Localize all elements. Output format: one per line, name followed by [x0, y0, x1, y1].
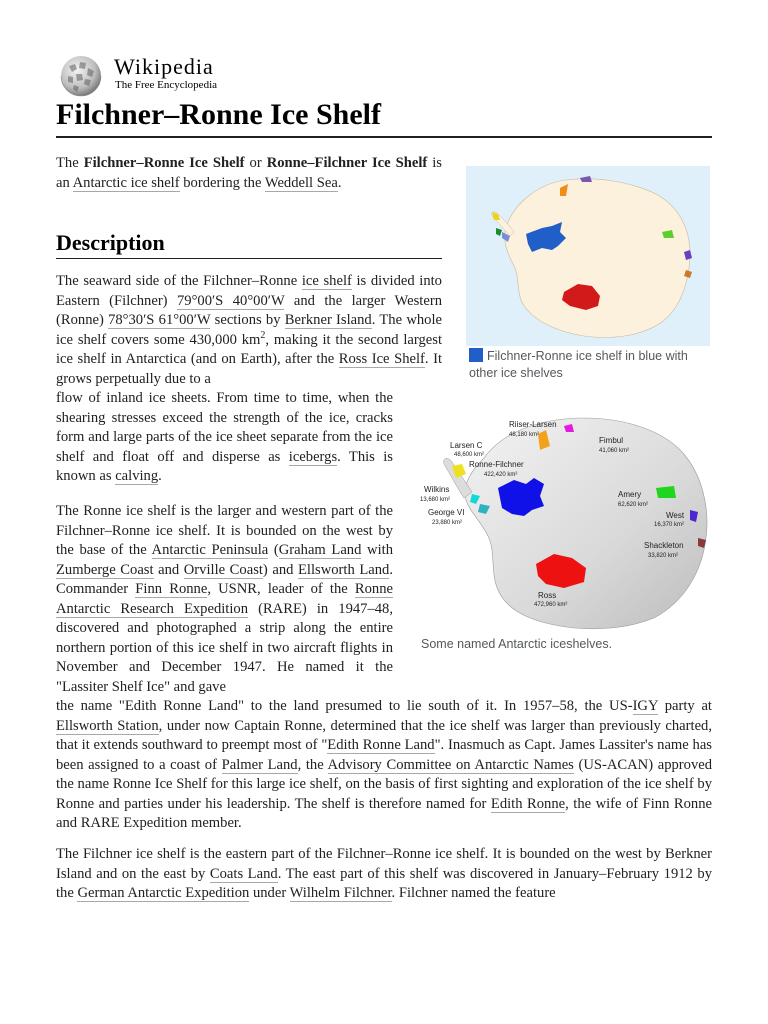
paragraph-3: The Filchner ice shelf is the eastern part of the Filchner–Ronne ice shelf. It is bounded on the west by Berkner Island and on the east by Coats Land. The east part of this shelf was discovered in January–February 1912 by the German Antarctic Expedition under Wilhelm Filchner. Filchner named the feature	[56, 846, 712, 901]
link-antarctic-ice-shelf[interactable]: Antarctic ice shelf	[72, 174, 180, 191]
link-edith-ronne[interactable]: Edith Ronne	[490, 795, 566, 812]
link-german-antarctic-expedition[interactable]: German Antarctic Expedition	[77, 885, 250, 901]
link-graham-land[interactable]: Graham Land	[278, 542, 362, 558]
wikipedia-tagline: The Free Encyclopedia	[115, 79, 218, 91]
wikipedia-wordmark[interactable]: Wikipedia	[114, 54, 214, 79]
figure-caption-locator: Filchner-Ronne ice shelf in blue with other ice shelves	[469, 349, 688, 380]
amery-region	[656, 486, 676, 498]
label-ronne-filchner: Ronne-Filchner	[469, 460, 524, 469]
link-ross-ice-shelf[interactable]: Ross Ice Shelf	[338, 351, 425, 367]
link-coats-land[interactable]: Coats Land	[209, 865, 278, 882]
title-divider	[56, 136, 712, 138]
link-ellsworth-land[interactable]: Ellsworth Land	[298, 561, 390, 578]
link-coord-western[interactable]: 78°30′S 61°00′W	[108, 312, 211, 328]
figure-caption-iceshelves: Some named Antarctic iceshelves.	[421, 637, 613, 651]
label-riiser-larsen: Riiser-Larsen	[509, 420, 557, 429]
area-fimbul: 41,060 km²	[599, 448, 630, 454]
section-heading-description: Description	[56, 230, 165, 255]
link-wilhelm-filchner[interactable]: Wilhelm Filchner	[289, 885, 392, 901]
link-zumberge-coast[interactable]: Zumberge Coast	[56, 561, 154, 578]
label-wilkins: Wilkins	[424, 485, 450, 494]
link-igy[interactable]: IGY	[632, 698, 658, 714]
link-coord-eastern[interactable]: 79°00′S 40°00′W	[176, 292, 285, 309]
link-ice-shelf[interactable]: ice shelf	[301, 273, 352, 289]
area-riiser-larsen: 48,180 km²	[509, 432, 540, 438]
link-calving[interactable]: calving	[115, 468, 159, 484]
link-antarctic-peninsula[interactable]: Antarctic Peninsula	[151, 542, 269, 558]
area-shackleton: 33,820 km²	[648, 553, 679, 559]
label-fimbul: Fimbul	[599, 436, 624, 445]
label-amery: Amery	[618, 490, 642, 499]
link-icebergs[interactable]: icebergs	[288, 448, 338, 465]
link-orville-coast[interactable]: Orville Coast	[183, 561, 263, 578]
label-george-vi: George VI	[428, 508, 465, 517]
link-palmer-land[interactable]: Palmer Land	[221, 756, 298, 773]
link-ronne-expedition[interactable]: Ronne Antarctic Research Expedition	[56, 581, 393, 617]
label-shackleton: Shackleton	[644, 541, 684, 550]
label-ross: Ross	[538, 591, 557, 600]
area-george-vi: 23,880 km²	[432, 520, 463, 526]
area-ronne-filchner: 422,420 km²	[484, 472, 518, 478]
paragraph-1b: flow of inland ice sheets. From time to time, when the shearing stresses exceed the strength of the ice, cracks form and large parts of the ice sheet separate from the ice shelf and float off and disperse as icebergs. This is known as calving.	[56, 390, 393, 484]
link-edith-ronne-land[interactable]: Edith Ronne Land	[327, 737, 435, 753]
link-us-acan[interactable]: Advisory Committee on Antarctic Names	[327, 756, 574, 773]
area-wilkins: 13,680 km²	[420, 497, 451, 503]
link-ellsworth-station[interactable]: Ellsworth Station	[56, 717, 159, 734]
paragraph-1a: The seaward side of the Filchner–Ronne ice shelf is divided into Eastern (Filchner) 79°00′S 40°00′W and the larger Western (Ronne) 78°30′S 61°00′W sections by Berkner Island. The whole ice shelf covers some 430,000 $km^2$, making it the second largest ice shelf in Antarctica (and on Earth), after the Ross Ice Shelf. It grows perpetually due to a	[56, 273, 443, 387]
blue-legend-swatch	[469, 348, 483, 362]
antarctica-landmass	[505, 179, 690, 338]
area-west: 16,370 km²	[654, 522, 685, 528]
named-iceshelves-map[interactable]	[414, 412, 712, 634]
intro-paragraph: The Filchner–Ronne Ice Shelf or Ronne–Filchner Ice Shelf is an Antarctic ice shelf bordering the Weddell Sea.	[56, 155, 442, 191]
link-finn-ronne[interactable]: Finn Ronne	[135, 581, 208, 597]
label-larsen-c: Larsen C	[450, 441, 483, 450]
page-title: Filchner–Ronne Ice Shelf	[56, 98, 381, 131]
link-weddell-sea[interactable]: Weddell Sea	[264, 174, 338, 191]
section-divider	[56, 258, 442, 259]
area-amery: 62,620 km²	[618, 502, 649, 508]
area-larsen-c: 48,600 km²	[454, 452, 485, 458]
wikipedia-globe-logo[interactable]	[56, 54, 106, 98]
label-west: West	[666, 511, 685, 520]
link-berkner-island[interactable]: Berkner Island	[284, 312, 372, 328]
area-ross: 472,960 km²	[534, 602, 568, 608]
antarctica-locator-map[interactable]	[466, 166, 710, 346]
paragraph-2b: the name "Edith Ronne Land" to the land presumed to lie south of it. In 1957–58, the US-IGY party at Ellsworth Station, under now Captain Ronne, determined that the ice shelf was larger than previously charted, that it extends southward to preempt most of "Edith Ronne Land". Inasmuch as Capt. James Lassiter's name has been assigned to a coast of Palmer Land, the Advisory Committee on Antarctic Names (US-ACAN) approved the name Ronne Ice Shelf for this large ice shelf, on the basis of first sighting and exploration of the ice shelf by Ronne and parties under his leadership. The shelf is therefore named for Edith Ronne, the wife of Finn Ronne and RARE Expedition member.	[56, 698, 713, 831]
paragraph-2a: The Ronne ice shelf is the larger and western part of the Filchner–Ronne ice shelf. It is bounded on the west by the base of the Antarctic Peninsula (Graham Land with Zumberge Coast and Orville Coast) and Ellsworth Land. Commander Finn Ronne, USNR, leader of the Ronne Antarctic Research Expedition (RARE) in 1947–48, discovered and photographed a strip along the entire northern portion of this ice shelf in two aircraft flights in November and December 1947. He named it the "Lassiter Shelf Ice" and gave	[56, 503, 393, 695]
